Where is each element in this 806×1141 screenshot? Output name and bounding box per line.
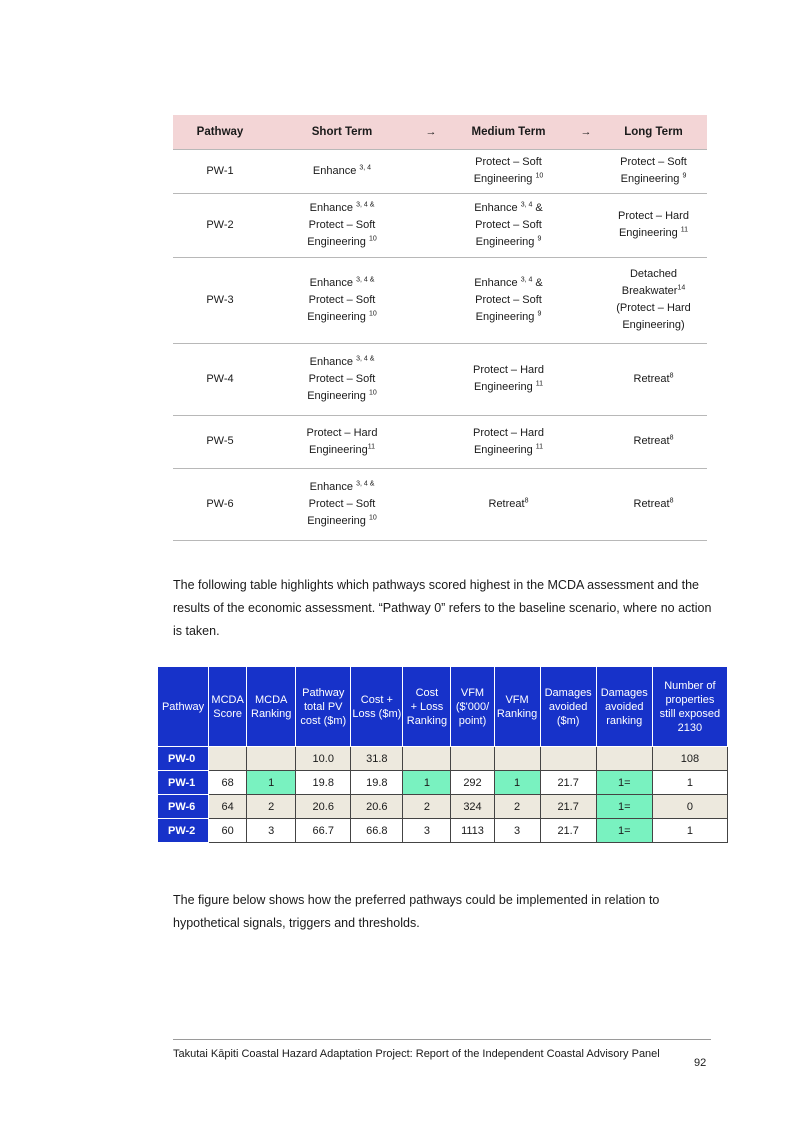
- medium-term-cell: [445, 149, 572, 193]
- mcda-cell: 20.6: [296, 795, 351, 819]
- mcda-cell: [596, 747, 652, 771]
- cell-text: Enhance: [309, 355, 357, 368]
- mcda-header-cell: [403, 667, 451, 747]
- mcda-cell: 31.8: [351, 747, 403, 771]
- cell-line: [447, 292, 570, 309]
- mcda-cell: 1=: [596, 819, 652, 843]
- header-line: ranking: [606, 714, 643, 727]
- mcda-cell: 0: [652, 795, 727, 819]
- mcda-row: [158, 819, 728, 843]
- cell-text: Engineering: [473, 173, 536, 185]
- mcda-header-cell: [540, 667, 596, 747]
- cell-line: [269, 200, 415, 217]
- cell-line: [269, 234, 415, 251]
- cell-text: Engineering: [475, 235, 538, 248]
- footnote-ref: 11: [367, 442, 375, 450]
- header-line: properties: [665, 693, 715, 706]
- medium-term-cell: [445, 257, 572, 343]
- long-term-cell: [600, 257, 707, 343]
- short-term-cell: [267, 193, 417, 257]
- header-line: still exposed: [659, 707, 721, 720]
- mcda-cell: [403, 747, 451, 771]
- cell-text: Engineering: [307, 514, 369, 527]
- cell-line: [602, 283, 705, 300]
- cell-text: Retreat: [488, 497, 525, 510]
- footnote-ref: 3, 4: [359, 163, 372, 171]
- short-term-cell: [267, 415, 417, 468]
- footnote-ref: 3, 4: [520, 200, 533, 208]
- mcda-row: [158, 747, 728, 771]
- footnote-ref: 10: [368, 309, 377, 317]
- mcda-row: [158, 771, 728, 795]
- mcda-pathway-label: PW-2: [158, 819, 209, 843]
- arrow-spacer: [572, 257, 600, 343]
- footnote-ref: 11: [680, 226, 689, 234]
- cell-line: [269, 217, 415, 234]
- header-line: VFM: [505, 693, 529, 706]
- mcda-cell: 21.7: [540, 819, 596, 843]
- mcda-cell: 20.6: [351, 795, 403, 819]
- cell-text: Enhance: [309, 276, 357, 289]
- short-term-cell: [267, 257, 417, 343]
- pathway-row: [173, 415, 707, 468]
- cell-text: &: [532, 201, 543, 214]
- arrow-spacer: [417, 415, 445, 468]
- cell-line: [447, 171, 570, 188]
- mcda-cell: [494, 747, 540, 771]
- header-line: Damages: [544, 686, 592, 699]
- footnote-ref: 3, 4 &: [356, 275, 375, 283]
- mcda-cell: 1: [652, 819, 727, 843]
- mcda-cell: 1=: [596, 771, 652, 795]
- cell-text: Engineering: [620, 173, 683, 185]
- header-line: Pathway: [161, 700, 205, 713]
- arrow-spacer: [572, 468, 600, 540]
- footnote-ref: 10: [368, 513, 377, 521]
- header-line: Ranking: [251, 707, 292, 720]
- mcda-cell: [451, 747, 494, 771]
- cell-line: [447, 379, 570, 396]
- cell-text: Enhance: [474, 276, 521, 289]
- footnote-ref: 14: [677, 284, 686, 292]
- cell-line: [602, 154, 705, 171]
- header-line: Score: [213, 707, 242, 720]
- cell-text: Engineering): [622, 319, 685, 331]
- mcda-cell: 19.8: [351, 771, 403, 795]
- header-line: ($m): [556, 714, 580, 727]
- cell-text: Protect – Soft: [308, 218, 376, 231]
- cell-line: [269, 425, 415, 442]
- cell-line: [269, 388, 415, 405]
- footnote-ref: 3, 4 &: [356, 200, 375, 208]
- pathway-row: [173, 193, 707, 257]
- header-line: Number of: [664, 679, 716, 692]
- footnote-ref: 8: [669, 496, 674, 504]
- mcda-intro-paragraph: The following table highlights which pathways scored highest in the MCDA assessment and the results of the economic assessment. “Pathway 0” refers to the baseline scenario, where no action is taken.: [173, 578, 712, 638]
- header-line: point): [458, 714, 487, 727]
- long-term-cell: [600, 468, 707, 540]
- header-line: ($'000/: [455, 700, 490, 713]
- cell-text: Protect – Hard: [473, 364, 544, 376]
- long-term-cell: [600, 193, 707, 257]
- header-line: Ranking: [406, 714, 448, 727]
- mcda-cell: 60: [209, 819, 247, 843]
- cell-text: (Protect – Hard: [616, 302, 691, 314]
- cell-text: Protect – Soft: [475, 218, 542, 231]
- mcda-cell: 68: [209, 771, 247, 795]
- cell-text: Engineering: [307, 235, 369, 248]
- arrow-icon: →: [417, 115, 445, 149]
- cell-line: [602, 317, 705, 334]
- footnote-ref: 11: [535, 380, 544, 388]
- mcda-cell: 108: [652, 747, 727, 771]
- arrow-spacer: [572, 193, 600, 257]
- cell-line: [269, 163, 415, 180]
- page-number: 92: [694, 1057, 707, 1069]
- cell-text: Retreat: [633, 497, 670, 510]
- cell-text: &: [532, 276, 543, 289]
- mcda-cell: 324: [451, 795, 494, 819]
- pathway-table-header-row: [173, 115, 707, 149]
- long-term-cell: [600, 149, 707, 193]
- mcda-cell: [209, 747, 247, 771]
- pathway-id: PW-5: [173, 415, 267, 468]
- cell-line: [602, 171, 705, 188]
- cell-text: Engineering: [473, 381, 536, 393]
- pathway-row: [173, 149, 707, 193]
- header-line: avoided: [548, 700, 588, 713]
- mcda-cell: 1: [652, 771, 727, 795]
- footnote-ref: 3, 4: [520, 275, 533, 283]
- mcda-cell: 3: [494, 819, 540, 843]
- cell-text: Detached: [629, 268, 678, 280]
- footnote-ref: 11: [535, 442, 544, 450]
- cell-line: [447, 234, 570, 251]
- mcda-header-cell: [494, 667, 540, 747]
- cell-text: Breakwater: [621, 285, 678, 297]
- cell-line: [269, 442, 415, 459]
- arrow-spacer: [572, 415, 600, 468]
- short-term-cell: [267, 343, 417, 415]
- mcda-cell: 2: [494, 795, 540, 819]
- header-line: Cost +: [360, 693, 393, 706]
- header-line: Ranking: [496, 707, 538, 720]
- cell-text: Protect – Soft: [620, 156, 687, 168]
- pathway-id: PW-4: [173, 343, 267, 415]
- header-line: avoided: [604, 700, 644, 713]
- cell-line: [269, 309, 415, 326]
- footnote-ref: 9: [537, 309, 542, 317]
- footnote-ref: 8: [669, 434, 674, 442]
- arrow-spacer: [417, 193, 445, 257]
- mcda-cell: 66.7: [296, 819, 351, 843]
- cell-line: [447, 200, 570, 217]
- cell-text: Engineering: [307, 389, 369, 402]
- cell-line: [269, 479, 415, 496]
- medium-term-cell: [445, 343, 572, 415]
- header-long-term: Long Term: [600, 115, 707, 149]
- mcda-header-cell: [652, 667, 727, 747]
- footer-divider: [173, 1039, 711, 1040]
- cell-line: [447, 154, 570, 171]
- mcda-cell: [247, 747, 296, 771]
- footnote-ref: 3, 4 &: [356, 354, 375, 362]
- mcda-table-header-row: [158, 667, 728, 747]
- header-line: Cost: [415, 686, 439, 699]
- cell-text: Enhance: [312, 164, 360, 177]
- header-line: total PV: [304, 700, 343, 713]
- cell-text: Protect – Hard: [306, 426, 378, 439]
- mcda-cell: 66.8: [351, 819, 403, 843]
- mcda-cell: 2: [247, 795, 296, 819]
- medium-term-cell: [445, 415, 572, 468]
- header-line: Damages: [600, 686, 648, 699]
- cell-line: [447, 362, 570, 379]
- footnote-ref: 8: [524, 496, 529, 504]
- cell-line: [602, 266, 705, 283]
- medium-term-cell: [445, 468, 572, 540]
- pathway-id: PW-1: [173, 149, 267, 193]
- header-pathway: Pathway: [173, 115, 267, 149]
- mcda-cell: 3: [403, 819, 451, 843]
- cell-line: [269, 292, 415, 309]
- arrow-spacer: [417, 149, 445, 193]
- mcda-cell: 1=: [596, 795, 652, 819]
- mcda-header-cell: [158, 667, 209, 747]
- header-medium-term: Medium Term: [445, 115, 572, 149]
- arrow-icon: →: [572, 115, 600, 149]
- cell-text: Enhance: [309, 480, 357, 493]
- cell-line: [447, 442, 570, 459]
- mcda-cell: 3: [247, 819, 296, 843]
- mcda-header-cell: [351, 667, 403, 747]
- mcda-cell: 292: [451, 771, 494, 795]
- mcda-header-cell: [451, 667, 494, 747]
- cell-text: Engineering: [473, 443, 536, 456]
- figure-intro-paragraph: The figure below shows how the preferred pathways could be implemented in relation to hypothetical signals, triggers and thresholds.: [173, 893, 660, 930]
- mcda-cell: 64: [209, 795, 247, 819]
- cell-text: Enhance: [309, 201, 357, 214]
- pathway-row: [173, 343, 707, 415]
- mcda-pathway-label: PW-6: [158, 795, 209, 819]
- pathway-row: [173, 468, 707, 540]
- pathway-row: [173, 257, 707, 343]
- short-term-cell: [267, 468, 417, 540]
- mcda-pathway-label: PW-1: [158, 771, 209, 795]
- header-line: Loss ($m): [352, 707, 402, 720]
- cell-text: Enhance: [474, 201, 521, 214]
- cell-line: [269, 371, 415, 388]
- footnote-ref: 3, 4 &: [356, 479, 375, 487]
- cell-line: [269, 496, 415, 513]
- cell-line: [447, 275, 570, 292]
- mcda-cell: 19.8: [296, 771, 351, 795]
- cell-line: [602, 225, 705, 242]
- mcda-cell: [540, 747, 596, 771]
- pathway-id: PW-3: [173, 257, 267, 343]
- cell-text: Protect – Hard: [473, 426, 544, 439]
- mcda-cell: 21.7: [540, 771, 596, 795]
- footnote-ref: 9: [537, 234, 542, 242]
- mcda-header-cell: [247, 667, 296, 747]
- footnote-ref: 10: [368, 388, 377, 396]
- cell-line: [602, 433, 705, 450]
- arrow-spacer: [417, 468, 445, 540]
- pathway-sequence-table: [173, 115, 707, 541]
- mcda-cell: 1113: [451, 819, 494, 843]
- mcda-pathway-label: PW-0: [158, 747, 209, 771]
- header-short-term: Short Term: [267, 115, 417, 149]
- long-term-cell: [600, 343, 707, 415]
- footnote-ref: 9: [682, 172, 687, 180]
- mcda-header-cell: [209, 667, 247, 747]
- arrow-spacer: [417, 343, 445, 415]
- arrow-spacer: [572, 343, 600, 415]
- cell-text: Protect – Hard: [618, 210, 689, 222]
- cell-line: [447, 217, 570, 234]
- cell-text: Engineering: [309, 443, 368, 456]
- cell-line: [602, 496, 705, 513]
- header-line: + Loss: [410, 700, 444, 713]
- mcda-results-table: [157, 666, 728, 843]
- mcda-row: [158, 795, 728, 819]
- header-line: cost ($m): [300, 714, 347, 727]
- mcda-cell: 1: [494, 771, 540, 795]
- header-line: MCDA: [254, 693, 288, 706]
- long-term-cell: [600, 415, 707, 468]
- cell-text: Protect – Soft: [475, 156, 542, 168]
- cell-text: Retreat: [633, 372, 670, 385]
- cell-text: Engineering: [618, 227, 681, 239]
- cell-line: [447, 309, 570, 326]
- pathway-id: PW-2: [173, 193, 267, 257]
- mcda-cell: 21.7: [540, 795, 596, 819]
- cell-line: [447, 496, 570, 513]
- header-line: 2130: [677, 721, 703, 734]
- pathway-id: PW-6: [173, 468, 267, 540]
- cell-text: Protect – Soft: [308, 497, 376, 510]
- mcda-cell: 10.0: [296, 747, 351, 771]
- arrow-spacer: [417, 257, 445, 343]
- cell-line: [602, 371, 705, 388]
- header-line: MCDA: [211, 693, 244, 706]
- cell-line: [602, 208, 705, 225]
- footer-report-title: Takutai Kāpiti Coastal Hazard Adaptation Project: Report of the Independent Coastal Advisory Panel: [173, 1048, 660, 1060]
- cell-line: [269, 513, 415, 530]
- header-line: VFM: [460, 686, 485, 699]
- footnote-ref: 8: [669, 371, 674, 379]
- mcda-header-cell: [296, 667, 351, 747]
- arrow-spacer: [572, 149, 600, 193]
- header-line: Pathway: [302, 686, 345, 699]
- cell-line: [602, 300, 705, 317]
- medium-term-cell: [445, 193, 572, 257]
- cell-text: Engineering: [307, 310, 369, 323]
- cell-text: Protect – Soft: [308, 293, 376, 306]
- mcda-cell: 2: [403, 795, 451, 819]
- cell-line: [447, 425, 570, 442]
- cell-text: Protect – Soft: [475, 293, 542, 306]
- mcda-header-cell: [596, 667, 652, 747]
- cell-line: [269, 354, 415, 371]
- footnote-ref: 10: [535, 172, 544, 180]
- cell-text: Engineering: [475, 310, 538, 323]
- cell-text: Retreat: [633, 435, 670, 447]
- cell-line: [269, 275, 415, 292]
- cell-text: Protect – Soft: [308, 372, 376, 385]
- footnote-ref: 10: [368, 234, 377, 242]
- short-term-cell: [267, 149, 417, 193]
- mcda-cell: 1: [247, 771, 296, 795]
- mcda-cell: 1: [403, 771, 451, 795]
